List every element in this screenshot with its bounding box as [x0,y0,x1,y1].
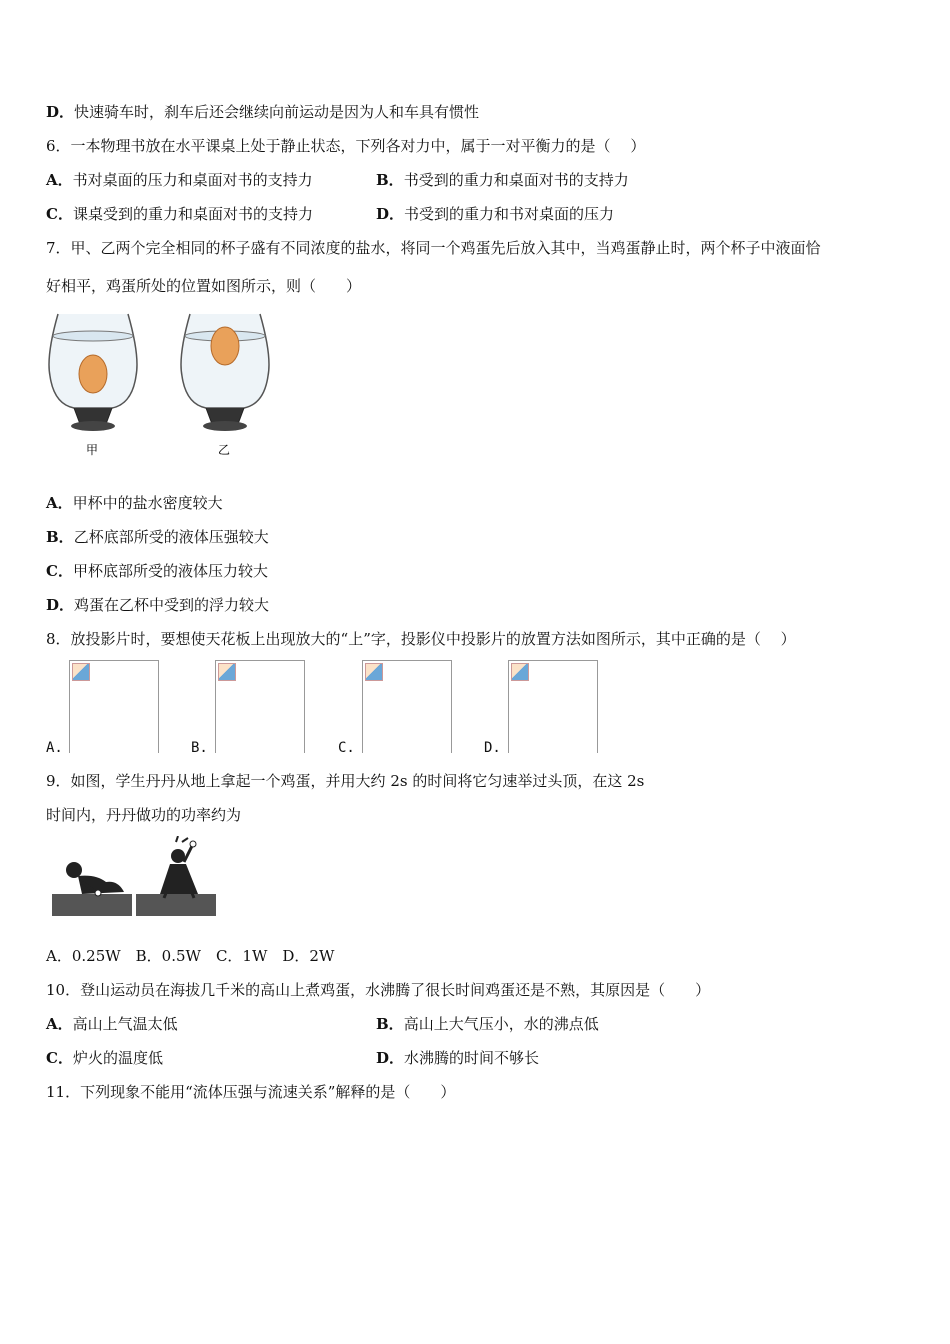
option-text: 书受到的重力和书对桌面的压力 [404,205,615,223]
q6-option-d [376,204,614,224]
q5-option-d [46,102,479,122]
q8-label-d: D. [484,740,501,756]
option-text: 快速骑车时，刹车后还会继续向前运动是因为人和车具有惯性 [74,103,480,121]
option-letter: D． [46,596,75,614]
q9-options: A．0.25W B．0.5W C．1W D．2W [46,947,335,965]
q6-stem: 6．一本物理书放在水平课桌上处于静止状态，下列各对力中，属于一对平衡力的是（ ） [46,137,646,155]
option-text: 甲杯底部所受的液体压力较大 [72,562,268,580]
image-icon [511,663,529,681]
q8-slide-d [508,660,598,753]
image-icon [72,663,90,681]
q7-option-c [46,561,268,581]
option-text: 课桌受到的重力和桌面对书的支持力 [72,205,313,223]
q9-stem-line1: 9．如图，学生丹丹从地上拿起一个鸡蛋，并用大约 2s 的时间将它匀速举过头顶，在这 2s [46,772,645,790]
option-text: 书受到的重力和桌面对书的支持力 [403,171,629,189]
q8-slide-b [215,660,305,753]
q7-stem-line1: 7．甲、乙两个完全相同的杯子盛有不同浓度的盐水，将同一个鸡蛋先后放入其中，当鸡蛋静止时，两个杯子中液面恰 [46,239,821,257]
option-letter: D． [46,103,75,121]
q6-option-a [46,170,313,190]
option-letter: A． [46,171,73,189]
q8-label-b: B. [191,740,208,756]
q6-option-c [46,204,313,224]
q8-slide-c [362,660,452,753]
egg-left [79,355,107,393]
option-letter: B． [376,171,404,189]
option-letter: D． [376,205,405,223]
cup-left [49,314,137,431]
q10-option-c [46,1048,163,1068]
q6-option-b [376,170,629,190]
option-letter: C． [46,562,73,580]
option-text: 炉火的温度低 [72,1049,163,1067]
student-lifting-egg-figure [52,836,216,918]
option-text: 水沸腾的时间不够长 [404,1049,540,1067]
q10-option-b [376,1014,599,1034]
option-letter: B． [376,1015,404,1033]
q8-label-a: A. [46,740,63,756]
option-text: 鸡蛋在乙杯中受到的浮力较大 [74,596,270,614]
q8-stem: 8．放投影片时，要想使天花板上出现放大的“上”字，投影仪中投影片的放置方法如图所示，其中正确的是（ ） [46,630,796,648]
option-text: 甲杯中的盐水密度较大 [72,494,223,512]
option-text: 乙杯底部所受的液体压强较大 [73,528,269,546]
q8-slide-a [69,660,159,753]
option-letter: A． [46,1015,73,1033]
option-letter: C． [46,1049,73,1067]
q8-label-c: C. [338,740,355,756]
q7-option-b [46,527,269,547]
q7-option-a [46,493,223,513]
option-letter: D． [376,1049,405,1067]
egg-cups-figure [44,306,284,462]
option-text: 高山上大气压小，水的沸点低 [403,1015,599,1033]
q10-option-d [376,1048,539,1068]
option-text: 高山上气温太低 [72,1015,178,1033]
q10-option-a [46,1014,178,1034]
option-letter: B． [46,528,74,546]
q10-stem: 10．登山运动员在海拔几千米的高山上煮鸡蛋，水沸腾了很长时间鸡蛋还是不熟，其原因是（ ） [46,981,711,999]
q7-option-d [46,595,269,615]
cup-left-label: 甲 [86,443,99,457]
cup-right-label: 乙 [218,443,231,457]
image-icon [365,663,383,681]
q7-stem-line2: 好相平，鸡蛋所处的位置如图所示，则（ ） [46,277,362,295]
option-text: 书对桌面的压力和桌面对书的支持力 [72,171,313,189]
option-letter: C． [46,205,73,223]
cup-right [181,314,269,431]
q11-stem: 11．下列现象不能用“流体压强与流速关系”解释的是（ ） [46,1083,456,1101]
egg-right [211,327,239,365]
q9-stem-line2: 时间内，丹丹做功的功率约为 [46,806,242,824]
option-letter: A． [46,494,73,512]
image-icon [218,663,236,681]
